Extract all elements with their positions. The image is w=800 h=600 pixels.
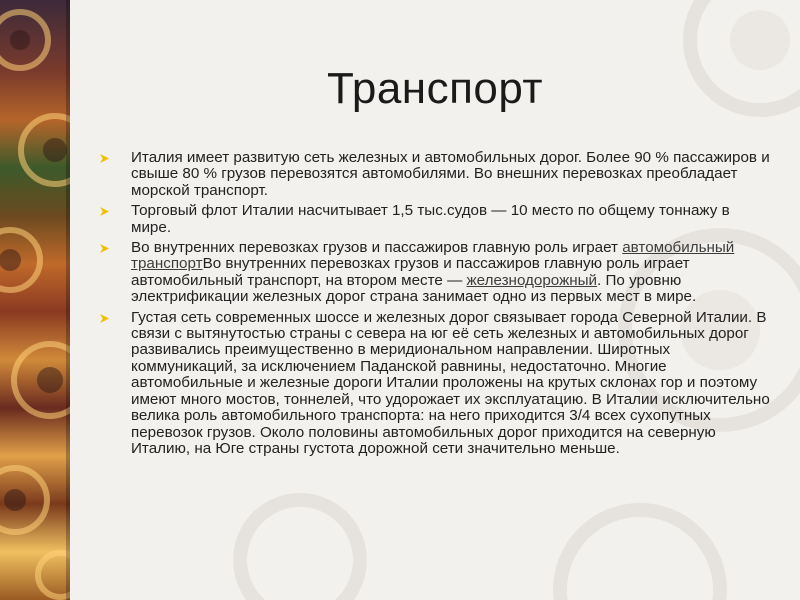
item-text-middle: Во внутренних перевозках грузов и пассажиров главную роль играет автомобильный транспорт, на втором месте — xyxy=(131,255,690,289)
left-decorative-strip xyxy=(0,0,70,600)
list-item xyxy=(100,203,770,236)
gears-decoration xyxy=(0,0,70,600)
bullet-icon xyxy=(100,244,109,253)
link-road-transport[interactable]: автомобильный транспорт xyxy=(131,239,735,273)
item-text-before: Во внутренних перевозках грузов и пассажиров главную роль играет xyxy=(131,239,623,257)
list-item xyxy=(100,240,770,306)
bullet-icon xyxy=(100,154,109,163)
bullet-icon xyxy=(100,314,109,323)
item-text-after: . По уровню электрификации железных дорог страна занимает одно из первых мест в мире. xyxy=(131,271,697,306)
bullet-list xyxy=(100,150,770,461)
item-text: Италия имеет развитую сеть железных и автомобильных дорог. Более 90 % пассажиров и свыше 80 % грузов перевозятся автомобилями. Во внешних перевозках преобладает морской транспорт. xyxy=(131,149,770,199)
link-railway[interactable]: железнодорожный xyxy=(466,271,598,289)
item-text: Густая сеть современных шоссе и железных дорог связывает города Северной Италии. В связи с вытянутостью страны с севера на юг её сеть железных и автомобильных дорог развивались преимущественно в меридиональном направлении. Широтных коммуникаций, за исключением Паданской равнины, недостаточно. Многие автомобильные и железные дороги Италии проложены на крутых склонах гор и поэтому имеют много мостов, тоннелей, что удорожает их эксплуатацию. В Италии исключительно велика роль автомобильного транспорта: на него приходится 3/4 всех сухопутных перевозок грузов. Около половины автомобильных дорог приходится на северную Италию, на Юге страны густота дорожной сети значительно меньше. xyxy=(131,308,770,457)
item-text: Торговый флот Италии насчитывает 1,5 тыс.судов — 10 место по общему тоннажу в мире. xyxy=(131,202,730,236)
list-item xyxy=(100,310,770,458)
slide-title: Транспорт xyxy=(326,64,544,113)
bullet-icon xyxy=(100,207,109,216)
list-item xyxy=(100,150,770,199)
